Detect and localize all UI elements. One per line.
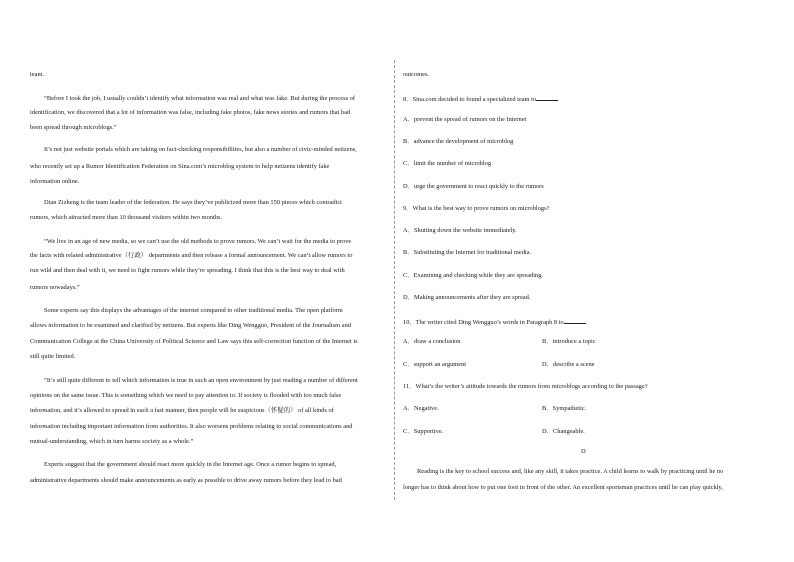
paragraph-line: “Before I took the job, I usually couldn’t identify what information was real and what was fake. But during the process of [44,95,355,102]
q10-option-b[interactable]: B．introduce a topic [542,338,596,345]
paragraph-line: allows information to be examined and clarified by netizens. But experts like Ding Wengguo, President of the Journalism and [30,322,351,329]
column-divider [394,60,395,500]
q11-option-b[interactable]: B．Sympathetic. [542,405,587,412]
q10-option-c[interactable]: C．support an argument [403,361,467,368]
paragraph-line: “We live in an age of new media, so we can’t use the old methods to prove rumors. We can’t wait for the media to prove [44,238,352,245]
paragraph-line: the facts with related administrative（行政） departments and then release a formal announcement. We can’t allow rumors to [30,252,353,259]
paragraph-line: Communication College at the China University of Political Science and Law says this self-correction function of the Internet is [30,338,358,345]
q8-option-c[interactable]: C．limit the number of microblog [403,160,492,167]
left-column [30,0,390,562]
paragraph-line: Experts suggest that the government should react more quickly in the Internet age. Once a rumor begins to spread, [44,461,337,468]
q8-option-b[interactable]: B．advance the development of microblog [403,138,514,145]
paragraph-line: information, and it’s allowed to spread in such a fast manner, then people will be suspicious（怀疑的） of all kinds of [30,407,334,414]
paragraph-line: who recently set up a Rumor Identification Federation on Sina.com’s microblog system to help netizens identify fake [30,163,330,170]
q9-option-d[interactable]: D．Making announcements after they are spread. [403,294,531,301]
section-label: D [581,448,586,455]
question-8-stem [403,94,558,104]
continuation-text: outcomes. [403,71,430,78]
q10-option-d[interactable]: D．describe a scene [542,361,595,368]
paragraph-line: rumors nowadays.” [30,284,80,291]
paragraph-line: Some experts say this displays the advantages of the internet compared to other traditional media. The open platform [44,307,343,314]
question-11-stem: 11．What’s the writer’s attitude towards the rumors from microblogs according to the passage? [403,383,648,390]
question-text: 10．The writer cited Ding Wengguo’s words in Paragraph 8 to [403,319,564,326]
answer-blank[interactable] [564,317,586,324]
paragraph-line: “It’s still quite different to tell which information is true in such an open environment by just reading a number of different [44,377,358,384]
paragraph-line: identification, we discovered that a lot of information was false, including fake photos, fake news stories and rumors that had [30,109,351,116]
paragraph-line: Dian Zizheng is the team leader of the federation. He says they’ve publicized more than 150 pieces which contradict [44,199,342,206]
question-9-stem: 9．What is the best way to prove rumors on microblogs? [403,205,550,212]
paragraph-line: been spread through microblogs.” [30,124,117,131]
q11-option-c[interactable]: C．Supportive. [403,428,444,435]
paragraph-line: Reading is the key to school success and, like any skill, it takes practice. A child learns to walk by practicing until he no [417,468,724,475]
text-line: team. [30,71,45,78]
question-text: 8．Sina.com decided to found a specialized team to [403,96,537,103]
paragraph-line: longer has to think about how to put one foot in front of the other. An excellent sportsman practices until he can play quickly, [403,484,723,491]
paragraph-line: It’s not just website portals which are taking on fact-checking responsibilities, but also a number of civic-minded netizens, [44,146,357,153]
paragraph-line: mutual-understanding, which in turn harms society as a whole.” [30,438,194,445]
question-10-stem [403,317,586,327]
paragraph-line: information online. [30,178,80,185]
paragraph-line: information including important information from authorities. It also worsens problems relating to social communications and [30,423,353,430]
q8-option-a[interactable]: A．prevent the spread of rumors on the Internet [403,116,527,123]
q9-option-a[interactable]: A．Shutting down the website immediately. [403,227,517,234]
q11-option-a[interactable]: A．Negative. [403,405,439,412]
paragraph-line: rumors, which attracted more than 10 thousand visitors within two months. [30,214,223,221]
right-column [403,0,765,562]
answer-blank[interactable] [536,94,558,101]
paragraph-line: administrative departments should make announcements as early as possible to drive away rumors before they lead to bad [30,477,342,484]
q9-option-c[interactable]: C．Examining and checking while they are spreading. [403,272,544,279]
paragraph-line: still quite limited. [30,353,76,360]
paragraph-line: opinions on the same issue. This is something which we need to pay attention to. If society is flooded with too much false [30,392,342,399]
q9-option-b[interactable]: B．Substituting the Internet for traditional media. [403,249,532,256]
paragraph-line: run wild and then deal with it, we need to fight rumors while they’re spreading. I think that this is the best way to deal with [30,267,345,274]
q10-option-a[interactable]: A．draw a conclusion [403,338,461,345]
q8-option-d[interactable]: D．urge the government to react quickly to the rumors [403,183,544,190]
q11-option-d[interactable]: D．Changeable. [542,428,585,435]
